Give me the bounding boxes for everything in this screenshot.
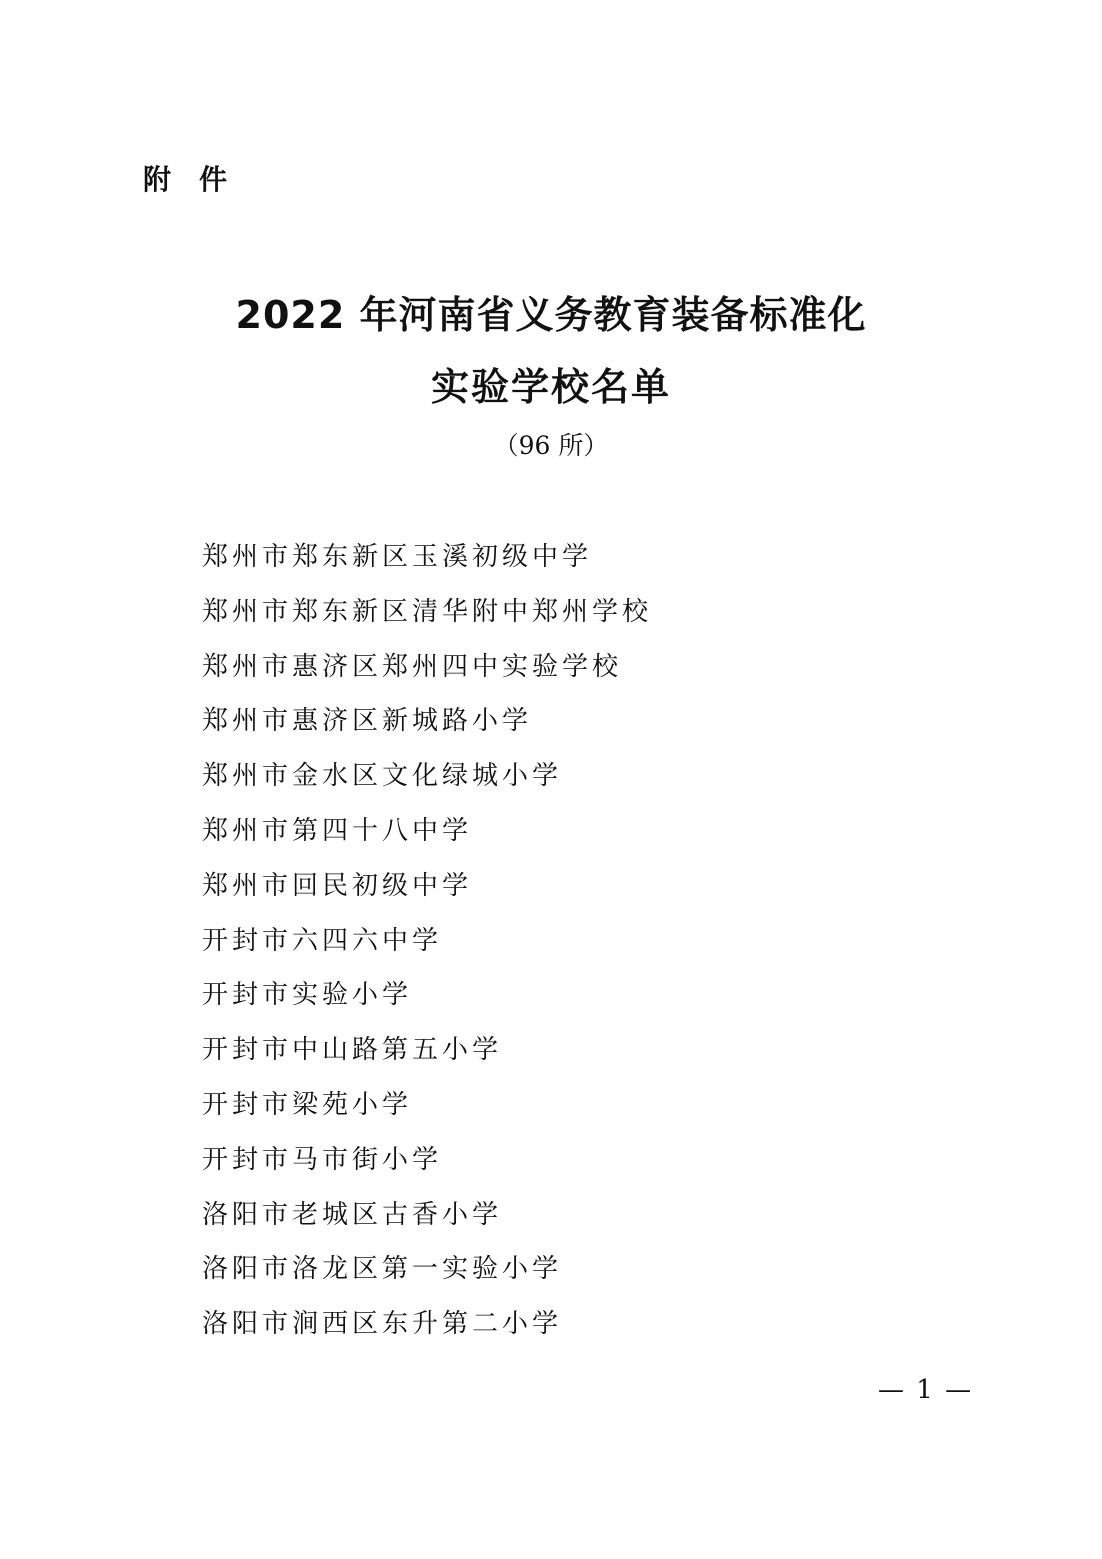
school-list-item: 开封市马市街小学 (202, 1144, 443, 1175)
school-list-item: 开封市实验小学 (202, 980, 413, 1011)
school-list-item: 开封市梁苑小学 (202, 1089, 413, 1120)
school-list-item: 洛阳市老城区古香小学 (202, 1199, 503, 1230)
school-list-item: 郑州市郑东新区玉溪初级中学 (202, 542, 593, 572)
school-list-item: 郑州市金水区文化绿城小学 (202, 761, 563, 792)
document-title-line-1: 2022 年河南省义务教育装备标准化 (235, 293, 867, 337)
school-count-subtitle: （96 所） (493, 431, 609, 460)
school-list-item: 郑州市第四十八中学 (202, 815, 473, 846)
school-list (202, 530, 652, 1352)
school-list-item: 开封市六四六中学 (202, 925, 443, 956)
school-list-item: 洛阳市洛龙区第一实验小学 (202, 1254, 563, 1285)
school-list-item: 郑州市惠济区新城路小学 (202, 706, 533, 737)
school-list-item: 开封市中山路第五小学 (202, 1035, 503, 1066)
attachment-label: 附件 (143, 163, 256, 196)
school-list-item: 郑州市惠济区郑州四中实验学校 (202, 651, 623, 682)
page-number: — 1 — (878, 1375, 974, 1405)
school-list-item: 郑州市回民初级中学 (202, 870, 473, 901)
document-title-line-2: 实验学校名单 (430, 365, 671, 409)
school-list-item: 洛阳市涧西区东升第二小学 (202, 1309, 563, 1340)
school-list-item: 郑州市郑东新区清华附中郑州学校 (202, 596, 653, 627)
